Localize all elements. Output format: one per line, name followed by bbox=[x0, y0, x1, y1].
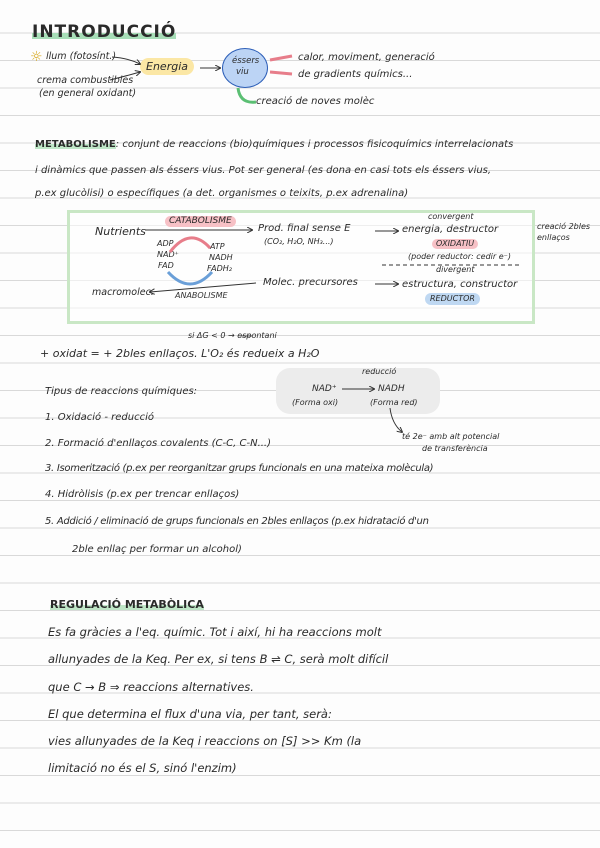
esser-line2: viu bbox=[236, 67, 249, 77]
estructura-label: estructura, constructor bbox=[402, 279, 518, 290]
regulacio-line1: Es fa gràcies a l'eq. químic. Tot i així, hi ha reaccions molt bbox=[48, 625, 382, 639]
page-title: INTRODUCCIÓ bbox=[32, 22, 177, 42]
metabolisme-line1 bbox=[35, 139, 513, 151]
tipus-item-2: 2. Formació d'enllaços covalents (C-C, C-N...) bbox=[45, 438, 272, 449]
combustibles-line2: (en general oxidant) bbox=[39, 88, 137, 99]
oxidat-note: + oxidat = + 2bles enllaços. L'O₂ és redueix a H₂O bbox=[40, 347, 320, 360]
prod-final-label: Prod. final sense E bbox=[258, 223, 351, 234]
catabolisme-label: CATABOLISME bbox=[165, 216, 236, 227]
divergent-label: divergent bbox=[436, 265, 475, 274]
right-pool-fadh2: FADH₂ bbox=[207, 264, 232, 273]
right-pool-nadh: NADH bbox=[209, 253, 233, 262]
tipus-item-4: 4. Hidròlisis (p.ex per trencar enllaços) bbox=[45, 489, 240, 500]
nad-note-1: té 2e⁻ amb alt potencial bbox=[402, 432, 500, 441]
esser-line1: éssers bbox=[232, 56, 260, 66]
right-pool-atp: ATP bbox=[210, 242, 225, 251]
regulacio-line6: limitació no és el S, sinó l'enzim) bbox=[48, 761, 237, 775]
forma-oxi: (Forma oxi) bbox=[292, 398, 339, 407]
sun-icon: ☼ bbox=[30, 49, 43, 65]
left-pool-adp: ADP bbox=[157, 239, 174, 248]
prod-final-sub: (CO₂, H₂O, NH₃...) bbox=[264, 237, 334, 246]
nad-note-2: de transferència bbox=[422, 444, 488, 453]
reduccio-label: reducció bbox=[362, 367, 397, 376]
energia-label: Energia bbox=[140, 58, 194, 75]
metabolisme-term: METABOLISME bbox=[35, 139, 116, 150]
metabolisme-line3: p.ex glucòlisi) o específiques (a det. organismes o teixits, p.ex adrenalina) bbox=[35, 188, 409, 199]
reductor-badge: REDUCTOR bbox=[425, 293, 480, 305]
tipus-item-5-cont: 2ble enllaç per formar un alcohol) bbox=[72, 544, 242, 555]
left-pool-nad: NAD⁺ bbox=[157, 250, 179, 259]
regulacio-heading: REGULACIÓ METABÒLICA bbox=[50, 598, 204, 611]
anabolisme-label: ANABOLISME bbox=[175, 291, 228, 300]
tipus-item-3: 3. Isomerització (p.ex per reorganitzar grups funcionals en una mateixa molècula) bbox=[45, 463, 434, 474]
combustibles-line1: crema combustibles bbox=[37, 75, 134, 86]
nadh-label: NADH bbox=[378, 384, 405, 394]
forma-red: (Forma red) bbox=[370, 398, 418, 407]
regulacio-line5: vies allunyades de la Keq i reaccions on [S] >> Km (la bbox=[48, 734, 362, 748]
delta-g-note: si ΔG < 0 → espontani bbox=[188, 331, 277, 340]
creacio-side-1: creació 2bles bbox=[537, 222, 591, 231]
calor-line2: de gradients químics... bbox=[298, 69, 413, 80]
sun-label: llum (fotosínt.) bbox=[46, 51, 117, 62]
macromolec-label: macromolec. bbox=[92, 287, 154, 298]
metabolisme-def: : conjunt de reaccions (bio)químiques i processos fisicoquímics interrelacionats bbox=[115, 139, 514, 150]
regulacio-line2: allunyades de la Keq. Per ex, si tens B ⇌ C, serà molt difícil bbox=[48, 652, 389, 666]
regulacio-line3: que C → B ⇒ reaccions alternatives. bbox=[48, 680, 254, 694]
molec-precursores: Molec. precursores bbox=[263, 277, 358, 288]
tipus-item-1: 1. Oxidació - reducció bbox=[45, 412, 154, 423]
creacio-molecules: creació de noves molèc bbox=[256, 96, 375, 107]
left-pool-fad: FAD bbox=[158, 261, 174, 270]
creacio-side-2: enllaços bbox=[537, 233, 570, 242]
nad-label: NAD⁺ bbox=[312, 384, 337, 394]
oxidatiu-badge: OXIDATIU bbox=[432, 239, 478, 249]
regulacio-line4: El que determina el flux d'una via, per tant, serà: bbox=[48, 707, 332, 721]
convergent-label: convergent bbox=[428, 212, 474, 221]
poder-reductor: (poder reductor: cedir e⁻) bbox=[408, 252, 511, 261]
metabolisme-line2: i dinàmics que passen als éssers vius. Pot ser general (es dona en casi tots els éssers vius, bbox=[35, 165, 492, 176]
tipus-heading: Tipus de reaccions químiques: bbox=[45, 386, 198, 397]
calor-line1: calor, moviment, generació bbox=[298, 52, 435, 63]
nutrients-label: Nutrients bbox=[95, 225, 146, 238]
tipus-item-5: 5. Addició / eliminació de grups funcionals en 2bles enllaços (p.ex hidratació d'un bbox=[45, 516, 429, 527]
energia-destructor: energia, destructor bbox=[402, 224, 499, 235]
